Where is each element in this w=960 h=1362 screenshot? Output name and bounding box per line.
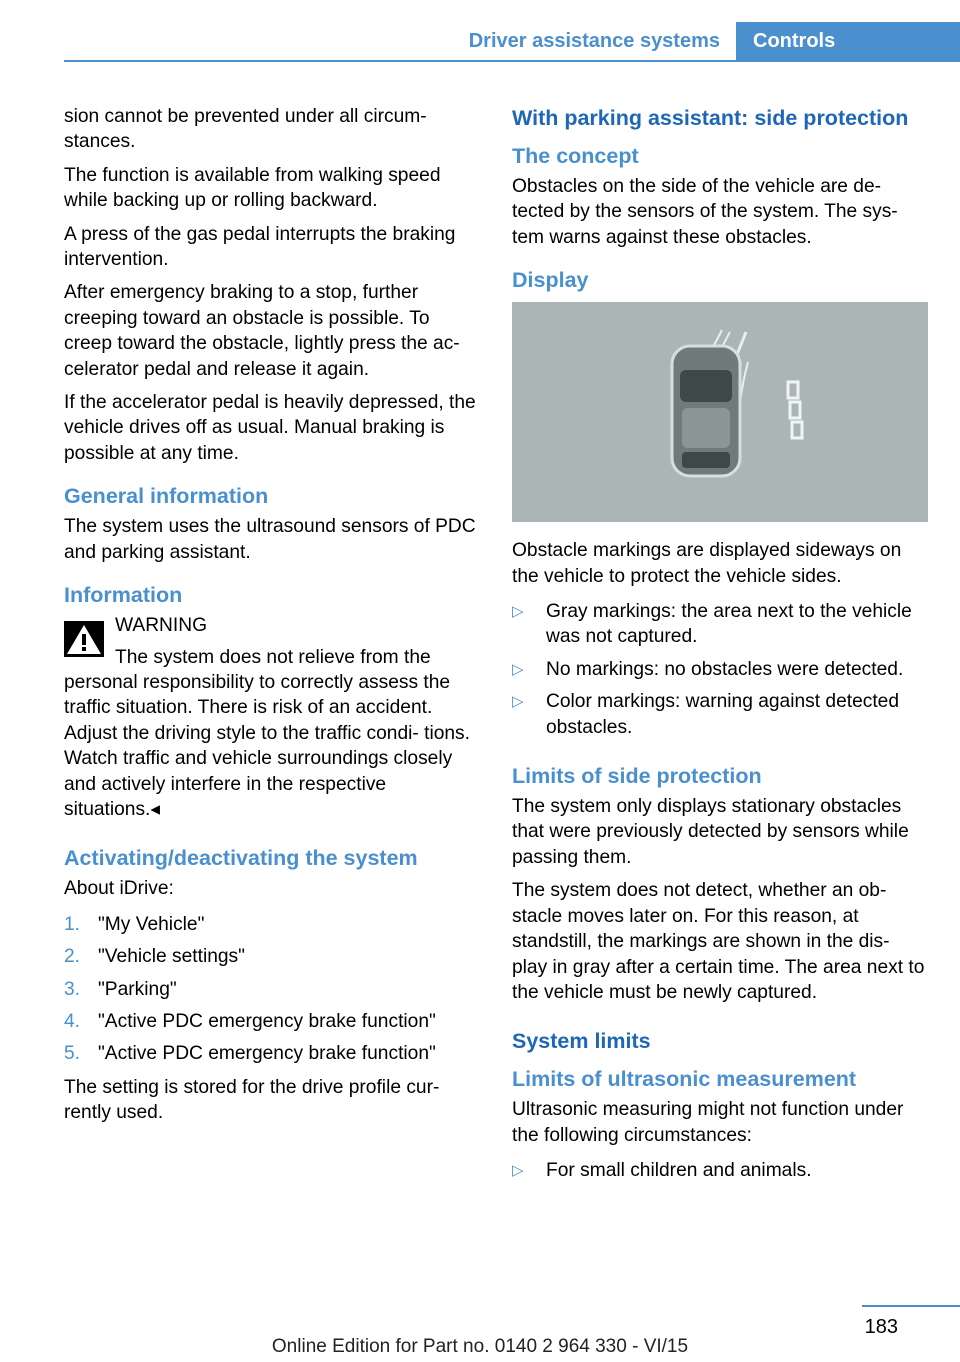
header-tab-controls: Controls bbox=[736, 22, 960, 62]
display-heading: Display bbox=[512, 268, 589, 293]
step-number: 5. bbox=[64, 1043, 81, 1065]
list-item bbox=[512, 689, 928, 740]
list-item bbox=[64, 912, 480, 937]
warning-title: WARNING bbox=[115, 615, 208, 637]
step-number: 2. bbox=[64, 946, 81, 968]
list-item bbox=[512, 1158, 928, 1183]
warning-block bbox=[64, 613, 480, 670]
general-information-heading: General information bbox=[64, 484, 269, 509]
bullet-text: No markings: no obstacles were detected. bbox=[546, 658, 904, 680]
side-protection-display-image bbox=[512, 302, 928, 522]
steps-list bbox=[64, 912, 480, 1067]
paragraph: The system only displays stationary obstacles that were previously detected by sensors while passing them. bbox=[512, 796, 909, 868]
header-rule bbox=[64, 60, 960, 62]
markings-list bbox=[512, 599, 928, 740]
paragraph: A press of the gas pedal interrupts the braking intervention. bbox=[64, 223, 456, 271]
step-text: "Active PDC emergency brake function" bbox=[98, 1010, 436, 1032]
paragraph: The system uses the ultrasound sensors of PDC and parking assistant. bbox=[64, 516, 476, 563]
ultrasonic-list bbox=[512, 1158, 928, 1183]
list-item bbox=[512, 599, 928, 650]
step-text: "Vehicle settings" bbox=[98, 946, 245, 968]
bullet-text: Color markings: warning against detected obstacles. bbox=[546, 691, 900, 738]
left-column bbox=[64, 104, 480, 1134]
list-item bbox=[64, 1009, 480, 1034]
right-column bbox=[512, 104, 928, 1192]
triangle-right-icon: ▷ bbox=[512, 603, 524, 621]
step-text: "My Vehicle" bbox=[98, 913, 205, 935]
list-item bbox=[64, 1041, 480, 1066]
paragraph: Obstacles on the side of the vehicle are de‐ tected by the sensors of the system. The sys‐ tem warns against these obstacles. bbox=[512, 176, 898, 248]
information-heading: Information bbox=[64, 583, 183, 608]
paragraph: Ultrasonic measuring might not function under the following circumstances: bbox=[512, 1099, 904, 1146]
triangle-right-icon: ▷ bbox=[512, 693, 524, 711]
footer-rule bbox=[862, 1305, 960, 1307]
paragraph: Obstacle markings are displayed sideways on the vehicle to protect the vehicle sides. bbox=[512, 540, 902, 587]
activating-heading: Activating/deactivating the system bbox=[64, 846, 418, 871]
paragraph: After emergency braking to a stop, further creeping toward an obstacle is possible. To creep toward the obstacle, lightly press the ac‐ celerator pedal and release it again. bbox=[64, 282, 460, 380]
triangle-right-icon: ▷ bbox=[512, 660, 524, 678]
system-limits-heading: System limits bbox=[512, 1029, 651, 1054]
parking-assistant-heading: With parking assistant: side protection bbox=[512, 106, 909, 130]
page-number: 183 bbox=[864, 1316, 898, 1338]
list-item bbox=[64, 944, 480, 969]
footer-edition: Online Edition for Part no. 0140 2 964 330 - VI/15 bbox=[271, 1336, 689, 1357]
ultrasonic-limits-heading: Limits of ultrasonic measurement bbox=[512, 1067, 857, 1092]
paragraph: sion cannot be prevented under all circum‐ stances. bbox=[64, 106, 427, 153]
step-text: "Parking" bbox=[98, 978, 177, 1000]
warning-triangle-icon bbox=[64, 621, 104, 657]
paragraph: The setting is stored for the drive profile cur‐ rently used. bbox=[64, 1076, 440, 1124]
step-number: 1. bbox=[64, 913, 81, 935]
paragraph: The system does not detect, whether an ob‐ stacle moves later on. For this reason, at standstill, the markings are shown in the dis‐ play in gray after a certain time. The area next to the vehicle must be newly captured. bbox=[512, 880, 925, 1003]
list-item bbox=[64, 977, 480, 1002]
step-number: 4. bbox=[64, 1010, 81, 1032]
step-number: 3. bbox=[64, 978, 81, 1000]
bullet-text: Gray markings: the area next to the vehicle was not captured. bbox=[546, 601, 912, 648]
paragraph: If the accelerator pedal is heavily depressed, the vehicle drives off as usual. Manual braking is possible at any time. bbox=[64, 392, 476, 464]
warning-line: The system does not relieve from the bbox=[115, 646, 431, 668]
triangle-right-icon: ▷ bbox=[512, 1162, 524, 1180]
warning-text: personal responsibility to correctly assess the traffic situation. There is risk of an accident. Adjust the driving style to the traffic condi‐ tions. Watch traffic and vehicle surroundings closely and actively interfere in the respective situations.◂ bbox=[64, 671, 470, 820]
concept-heading: The concept bbox=[512, 144, 639, 168]
bullet-text: For small children and animals. bbox=[546, 1160, 812, 1182]
paragraph: The function is available from walking speed while backing up or rolling backward. bbox=[64, 164, 441, 212]
list-item bbox=[512, 657, 928, 682]
step-text: "Active PDC emergency brake function" bbox=[98, 1043, 436, 1065]
header-section-title: Driver assistance systems bbox=[468, 30, 720, 52]
paragraph: About iDrive: bbox=[64, 878, 174, 900]
limits-side-protection-heading: Limits of side protection bbox=[512, 764, 762, 789]
